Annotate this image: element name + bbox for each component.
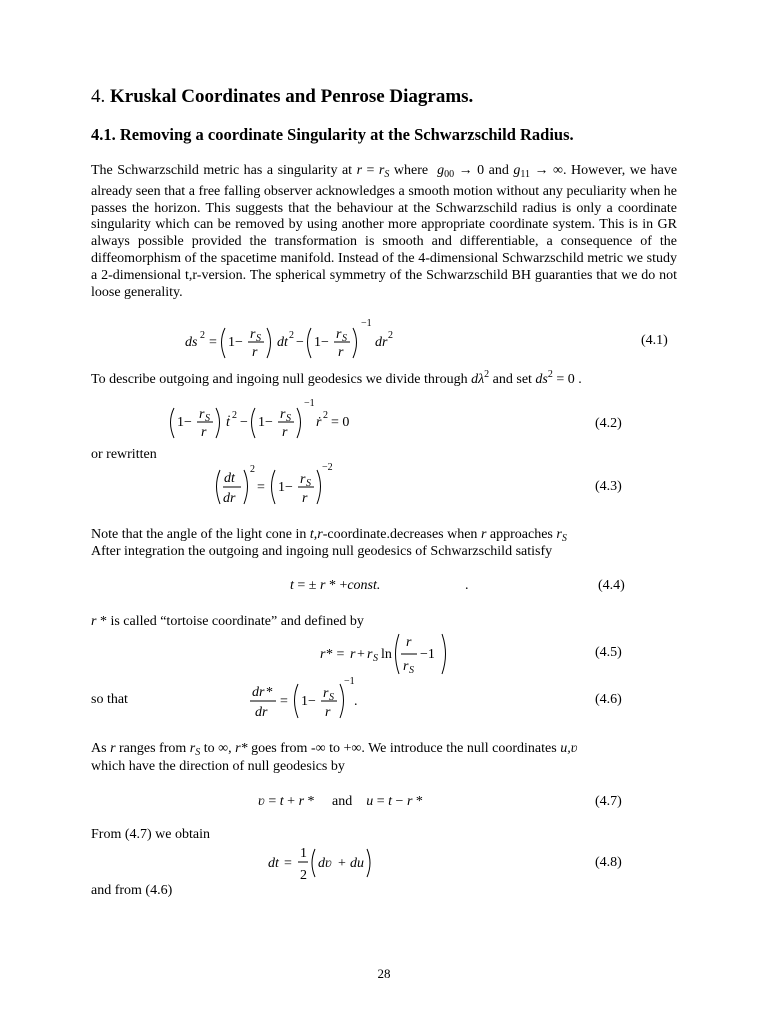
page-number: 28 [377,966,391,981]
svg-text:S: S [329,692,334,703]
equation-number-4-7: (4.7) [595,794,622,809]
equation-4-7: ʋ = t + r * and u = t − r * [258,794,423,809]
svg-text:S: S [306,478,311,489]
svg-text:−1: −1 [304,398,315,409]
svg-text:ṫ: ṫ [226,415,230,430]
svg-text:−: − [240,415,248,430]
equation-number-4-3: (4.3) [595,479,622,494]
svg-text:r: r [201,425,207,440]
section-number: 4. [91,86,106,107]
svg-text:−1: −1 [344,676,355,687]
svg-text:dt: dt [277,335,288,350]
equation-4-5 [320,630,460,678]
svg-text:r: r [302,491,308,506]
svg-text:1−: 1− [228,335,243,350]
svg-text:dt: dt [224,471,235,486]
equation-number-4-8: (4.8) [595,855,622,870]
equation-4-6 [250,676,370,726]
svg-text:dʋ: dʋ [318,856,332,871]
svg-text:S: S [342,333,347,344]
svg-text:1−: 1− [301,694,316,709]
svg-text:dr: dr [223,491,236,506]
svg-text:r: r [252,345,258,360]
intro-text-however: . However, [563,163,626,178]
svg-text:S: S [205,413,210,424]
svg-text:r: r [280,407,286,422]
math-g11: g [513,163,521,178]
which-have-text: which have the direction of null geodesics by [91,759,345,774]
equation-4-8 [268,843,408,887]
svg-text:−1: −1 [361,318,372,329]
intro-text-start: The Schwarzschild metric has a singularity at [91,163,357,178]
svg-text:r: r [282,425,288,440]
svg-text:S: S [409,665,414,676]
intro-text-where: where [389,163,433,178]
svg-text:r: r [336,327,342,342]
equation-4-4: t = ± r * +const. [290,578,381,593]
svg-text:r: r [403,659,409,674]
svg-text:1−: 1− [278,480,293,495]
svg-text:r: r [338,345,344,360]
equation-4-1 [185,320,425,364]
svg-text:2: 2 [232,410,237,421]
svg-text:dr: dr [375,335,388,350]
svg-text:2: 2 [250,464,255,475]
equation-4-4-dot: . [465,578,469,593]
svg-text:=: = [284,856,292,871]
intro-text-rest: we have already seen that a free falling observer acknowledges a smooth motion without any peculiarity when he passes the horizon. This suggests that the behaviour at the Schwarzschild radius is only a coordinate singularity which can be removed by using another more appropriate coordinate system. This is in GR always possible provided the transformation is smooth and differentiable, a consequence of the diffeomorphism of the spacetime manifold. Instead of the 4-dimensional Schwarzschild metric we study a 2-dimensional t,r-version. The spherical symmetry of the Schwarzschild BH guaranties that we do not loose generality. [91,163,678,300]
from-4-7-text: From (4.7) we obtain [91,827,210,842]
svg-text:−: − [296,335,304,350]
or-rewritten-text: or rewritten [91,447,157,462]
section-title: Kruskal Coordinates and Penrose Diagrams. [110,86,474,107]
svg-text:=: = [209,335,217,350]
svg-text:1: 1 [300,846,307,861]
section-heading [91,86,473,108]
svg-text:dr: dr [252,685,265,700]
svg-text:r: r [367,647,373,662]
svg-text:2: 2 [200,330,205,341]
svg-text:+: + [338,856,346,871]
svg-text:S: S [286,413,291,424]
equation-number-4-6: (4.6) [595,692,622,707]
svg-text:r: r [300,472,306,487]
after-integration-text: After integration the outgoing and ingoing null geodesics of Schwarzschild satisfy [91,544,553,559]
equation-number-4-1: (4.1) [641,333,668,348]
so-that-text: so that [91,692,128,707]
svg-text:.: . [354,694,358,709]
tortoise-text: r * is called “tortoise coordinate” and defined by [91,614,364,629]
svg-text:r: r [320,647,326,662]
as-r-ranges-text: As r ranges from $r_S$ to ∞, r* goes from -∞ to +∞. We introduce the null coordinates u,ʋ [91,741,578,758]
svg-text:ds: ds [185,335,198,350]
math-r-eq-rs: r [356,163,363,178]
svg-text:=: = [280,694,288,709]
svg-text:r: r [350,647,356,662]
svg-text:= 0: = 0 [331,415,350,430]
svg-text:2: 2 [388,330,393,341]
equation-4-2 [164,400,364,444]
svg-text:1−: 1− [177,415,192,430]
null-geodesics-text: To describe outgoing and ingoing null geodesics we divide through $d\lambda^2$ and set $ds^2 = 0$ . [91,369,582,387]
svg-text:1−: 1− [258,415,273,430]
svg-text:dt: dt [268,856,279,871]
svg-text:*: * [266,685,273,700]
equation-number-4-4: (4.4) [598,578,625,593]
svg-text:2: 2 [300,868,307,883]
equation-number-4-2: (4.2) [595,416,622,431]
svg-text:+: + [357,647,365,662]
note-angle-text: Note that the angle of the light cone in t,r-coordinate.decreases when r approaches $r_S$ [91,527,567,544]
equation-4-7-and: and [332,794,353,809]
svg-text:S: S [256,333,261,344]
subsection-heading: 4.1. Removing a coordinate Singularity at the Schwarzschild Radius. [91,125,574,144]
svg-text:−1: −1 [420,647,435,662]
svg-text:2: 2 [289,330,294,341]
svg-text:ṙ: ṙ [316,415,322,430]
svg-text:=: = [257,480,265,495]
paragraph-intro: The Schwarzschild metric has a singularity at $r = r_S$ where $g_{00} \to 0$ and $g_{11}$ → ∞. However, we have already seen that a free falling observer acknowledges a smooth motion without any peculiarity when he passes the horizon. This suggests that the behaviour at the Schwarzschild radius is only a coordinate singularity which can be removed by using another more appropriate coordinate system. This is in GR always possible provided the transformation is smooth and differentiable, a consequence of the diffeomorphism of the spacetime manifold. Instead of the 4-dimensional Schwarzschild metric we study a 2-dimensional t,r-version. The spherical symmetry of the Schwarzschild BH guaranties that we do not loose generality. [91,163,678,300]
equation-number-4-5: (4.5) [595,645,622,660]
svg-text:−2: −2 [322,462,333,473]
svg-text:r: r [325,705,331,720]
svg-text:r: r [199,407,205,422]
svg-text:* =: * = [326,647,345,662]
svg-text:ln: ln [381,647,392,662]
svg-text:1−: 1− [314,335,329,350]
svg-text:dr: dr [255,705,268,720]
svg-text:r: r [250,327,256,342]
and-from-4-6-text: and from (4.6) [91,883,173,898]
math-g00: g [437,163,445,178]
svg-text:r: r [323,686,329,701]
svg-text:2: 2 [323,410,328,421]
svg-text:S: S [373,653,378,664]
svg-text:r: r [406,635,412,650]
intro-text-and: and [484,163,514,178]
svg-text:du: du [350,856,364,871]
equation-4-3 [212,462,342,512]
